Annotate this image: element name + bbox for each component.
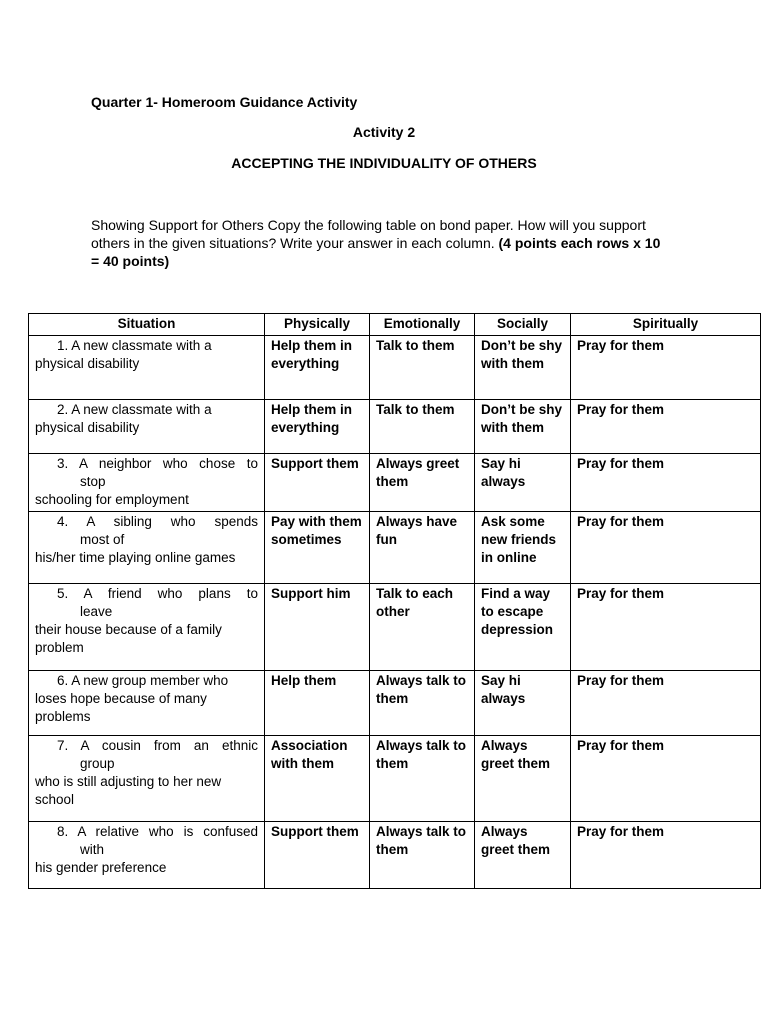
physically-cell: Support them — [265, 822, 370, 889]
spiritually-cell: Pray for them — [571, 400, 761, 454]
quarter-heading: Quarter 1- Homeroom Guidance Activity — [91, 94, 358, 110]
situation-text: 7. A cousin from an ethnic — [57, 738, 258, 753]
physically-cell: Help them in everything — [265, 400, 370, 454]
spiritually-cell: Pray for them — [571, 584, 761, 671]
table-row — [29, 336, 761, 400]
table-row — [29, 736, 761, 822]
situation-text: 1. A new classmate with a — [57, 338, 212, 353]
spiritually-cell: Pray for them — [571, 822, 761, 889]
situation-text-continued: stop — [80, 474, 106, 489]
situation-text-rest: loses hope because of many problems — [35, 691, 207, 724]
physically-cell: Support them — [265, 454, 370, 512]
physically-cell: Support him — [265, 584, 370, 671]
column-header-emotionally: Emotionally — [370, 314, 475, 336]
emotionally-cell: Talk to them — [370, 336, 475, 400]
spiritually-cell: Pray for them — [571, 512, 761, 584]
physically-cell: Help them — [265, 671, 370, 736]
socially-cell: Find a way to escape depression — [475, 584, 571, 671]
socially-cell: Say hi always — [475, 671, 571, 736]
spiritually-cell: Pray for them — [571, 671, 761, 736]
situation-text-continued: leave — [80, 604, 113, 619]
spiritually-cell: Pray for them — [571, 454, 761, 512]
situation-text-continued: group — [80, 756, 115, 771]
emotionally-cell: Talk to each other — [370, 584, 475, 671]
situation-cell — [29, 822, 265, 889]
table-row — [29, 671, 761, 736]
support-table — [28, 313, 761, 889]
instructions-paragraph — [91, 216, 671, 270]
situation-text: 5. A friend who plans to — [57, 586, 258, 601]
situation-text: 4. A sibling who spends — [57, 514, 258, 529]
physically-cell: Association with them — [265, 736, 370, 822]
situation-cell — [29, 671, 265, 736]
situation-text: 8. A relative who is confused — [57, 824, 258, 839]
table-row — [29, 584, 761, 671]
instructions-text: Showing Support for Others Copy the following table on bond paper. How will you support others in the given situations? Write your answer in each column. — [91, 217, 646, 251]
situation-cell — [29, 400, 265, 454]
socially-cell: Don’t be shy with them — [475, 400, 571, 454]
column-header-situation: Situation — [29, 314, 265, 336]
situation-text-rest: physical disability — [35, 420, 140, 435]
column-header-socially: Socially — [475, 314, 571, 336]
situation-text-continued: with — [80, 842, 105, 857]
points-note: (4 points each rows x 10 = 40 points) — [91, 235, 661, 269]
situation-text-rest: his/her time playing online games — [35, 550, 236, 565]
physically-cell: Help them in everything — [265, 336, 370, 400]
situation-text-continued: most of — [80, 532, 125, 547]
table-row — [29, 822, 761, 889]
situation-text-rest: who is still adjusting to her new school — [35, 774, 222, 807]
socially-cell: Always greet them — [475, 822, 571, 889]
emotionally-cell: Always talk to them — [370, 671, 475, 736]
situation-cell — [29, 736, 265, 822]
situation-text: 2. A new classmate with a — [57, 402, 212, 417]
emotionally-cell: Talk to them — [370, 400, 475, 454]
column-header-physically: Physically — [265, 314, 370, 336]
activity-number: Activity 2 — [352, 124, 416, 140]
physically-cell: Pay with them sometimes — [265, 512, 370, 584]
situation-cell — [29, 512, 265, 584]
table-row — [29, 512, 761, 584]
situation-text-rest: physical disability — [35, 356, 140, 371]
socially-cell: Ask some new friends in online — [475, 512, 571, 584]
socially-cell: Always greet them — [475, 736, 571, 822]
socially-cell: Don’t be shy with them — [475, 336, 571, 400]
situation-text-rest: his gender preference — [35, 860, 167, 875]
situation-text: 6. A new group member who — [57, 673, 229, 688]
table-row — [29, 454, 761, 512]
emotionally-cell: Always have fun — [370, 512, 475, 584]
situation-cell — [29, 336, 265, 400]
column-header-spiritually: Spiritually — [571, 314, 761, 336]
socially-cell: Say hi always — [475, 454, 571, 512]
emotionally-cell: Always talk to them — [370, 736, 475, 822]
table-row — [29, 400, 761, 454]
spiritually-cell: Pray for them — [571, 736, 761, 822]
activity-title: ACCEPTING THE INDIVIDUALITY OF OTHERS — [231, 155, 537, 171]
situation-text-rest: their house because of a family problem — [35, 622, 222, 655]
emotionally-cell: Always greet them — [370, 454, 475, 512]
table-header-row — [29, 314, 761, 336]
situation-cell — [29, 454, 265, 512]
situation-cell — [29, 584, 265, 671]
spiritually-cell: Pray for them — [571, 336, 761, 400]
emotionally-cell: Always talk to them — [370, 822, 475, 889]
situation-text: 3. A neighbor who chose to — [57, 456, 258, 471]
situation-text-rest: schooling for employment — [35, 492, 189, 507]
